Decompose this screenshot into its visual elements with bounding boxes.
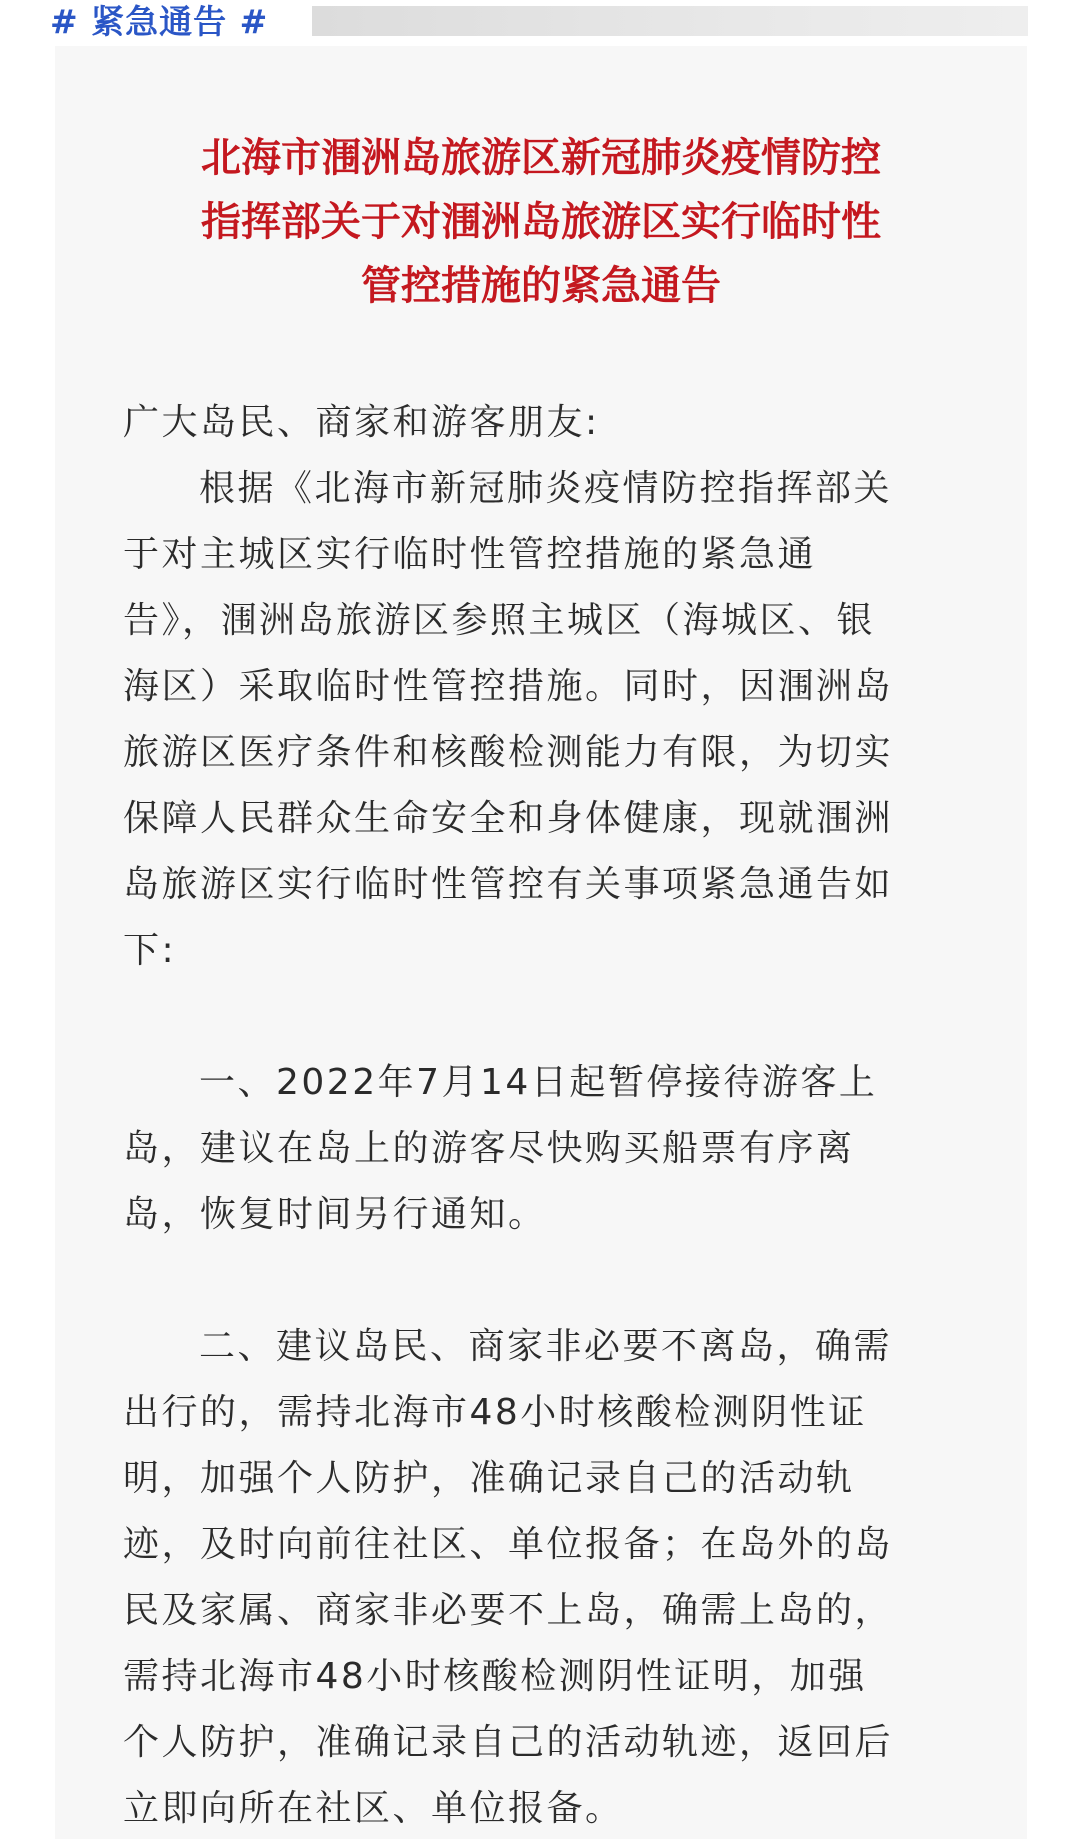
text-line: 一、2022年7月14日起暂停接待游客上 <box>199 1062 878 1103</box>
text-line: 根据《北海市新冠肺炎疫情防控指挥部关 <box>199 468 893 509</box>
text-line: 出行的，需持北海市48小时核酸检测阴性证 <box>123 1392 867 1433</box>
paragraph-spacer <box>123 1248 965 1314</box>
text-line: 旅游区医疗条件和核酸检测能力有限，为切实 <box>123 732 894 773</box>
text-line: 下: <box>123 930 177 971</box>
intro-paragraph <box>123 456 965 984</box>
text-line: 海区）采取临时性管控措施。同时，因涠洲岛 <box>123 666 894 707</box>
notice-card <box>55 46 1027 1839</box>
text-line: 需持北海市48小时核酸检测阴性证明，加强 <box>123 1656 867 1697</box>
text-line: 明，加强个人防护，准确记录自己的活动轨 <box>123 1458 855 1499</box>
text-line: 广大岛民、商家和游客朋友: <box>123 402 600 443</box>
text-line: 岛，恢复时间另行通知。 <box>123 1194 547 1235</box>
text-line: 立即向所在社区、单位报备。 <box>123 1788 624 1829</box>
item-1-paragraph <box>123 1050 965 1248</box>
item-2-paragraph <box>123 1314 965 1842</box>
text-line: 二、建议岛民、商家非必要不离岛，确需 <box>199 1326 893 1367</box>
text-line: 保障人民群众生命安全和身体健康，现就涠洲 <box>123 798 894 839</box>
text-line: 民及家属、商家非必要不上岛，确需上岛的， <box>123 1590 894 1631</box>
text-line: 岛，建议在岛上的游客尽快购买船票有序离 <box>123 1128 855 1169</box>
hashtag-link[interactable]: # 紧急通告 # <box>50 2 269 41</box>
notice-body <box>123 390 965 1842</box>
title-line: 管控措施的紧急通告 <box>361 263 721 309</box>
hashtag-bar-fill <box>312 6 1028 36</box>
notice-title <box>55 126 1027 318</box>
text-line: 迹，及时向前往社区、单位报备；在岛外的岛 <box>123 1524 894 1565</box>
text-line: 个人防护，准确记录自己的活动轨迹，返回后 <box>123 1722 894 1763</box>
text-line: 岛旅游区实行临时性管控有关事项紧急通告如 <box>123 864 894 905</box>
title-line: 北海市涠洲岛旅游区新冠肺炎疫情防控 <box>201 135 881 181</box>
paragraph-spacer <box>123 984 965 1050</box>
text-line: 告》，涠洲岛旅游区参照主城区（海城区、银 <box>123 600 876 641</box>
text-line: 于对主城区实行临时性管控措施的紧急通 <box>123 534 817 575</box>
title-line: 指挥部关于对涠洲岛旅游区实行临时性 <box>201 199 881 245</box>
salutation <box>123 390 965 456</box>
topic-bar <box>0 0 1080 46</box>
